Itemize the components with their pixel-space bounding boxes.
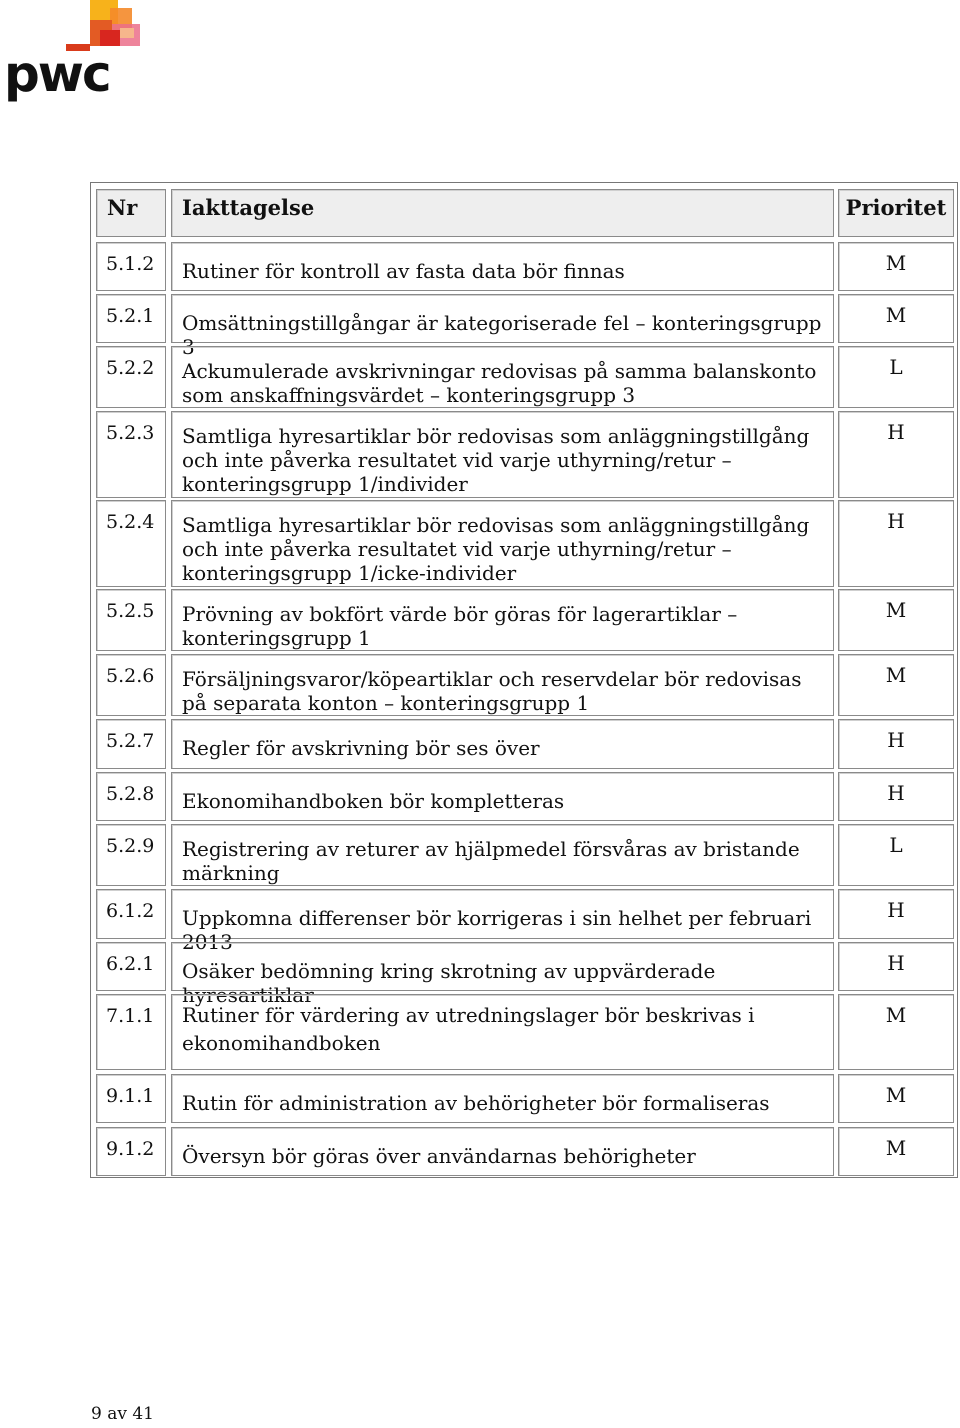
row-priority-cell — [838, 294, 954, 343]
row-priority: L — [889, 355, 903, 379]
row-nr: 5.2.3 — [106, 422, 155, 444]
header-observation-label: Iakttagelse — [182, 195, 315, 220]
row-priority-cell — [838, 411, 954, 498]
row-nr: 5.2.2 — [106, 357, 155, 379]
page-number: 9 av 41 — [91, 1404, 154, 1424]
row-nr-cell — [96, 589, 166, 651]
row-priority: M — [885, 251, 907, 275]
row-nr-cell — [96, 654, 166, 716]
row-observation: Regler för avskrivning bör ses över — [182, 736, 540, 760]
row-nr: 5.2.4 — [106, 511, 155, 533]
row-priority-cell — [838, 1074, 954, 1123]
row-observation-cell — [171, 411, 834, 498]
row-observation: Rutiner för värdering av utredningslager bör beskrivas i ekonomihandboken — [182, 1003, 755, 1055]
row-nr-cell — [96, 889, 166, 939]
row-observation: Samtliga hyresartiklar bör redovisas som anläggningstillgång och inte påverka resultatet vid varje uthyrning/retur – konteringsgrupp 1/icke-individer — [182, 513, 810, 585]
header-priority-label: Prioritet — [845, 195, 947, 220]
observations-table — [90, 182, 958, 1178]
row-nr-cell — [96, 994, 166, 1070]
pwc-logo-text: pwc — [4, 45, 110, 103]
row-nr: 5.2.9 — [106, 835, 155, 857]
row-observation: Uppkomna differenser bör korrigeras i sin helhet per februari 2013 — [182, 906, 812, 954]
row-priority: M — [885, 1083, 907, 1107]
row-priority-cell — [838, 589, 954, 651]
row-observation: Försäljningsvaror/köpeartiklar och reservdelar bör redovisas på separata konton – konteringsgrupp 1 — [182, 667, 802, 715]
row-nr-cell — [96, 942, 166, 991]
row-priority-cell — [838, 772, 954, 821]
row-nr: 6.1.2 — [106, 900, 155, 922]
header-nr-label: Nr — [107, 195, 138, 220]
row-priority: M — [885, 598, 907, 622]
row-nr-cell — [96, 294, 166, 343]
row-nr: 5.2.8 — [106, 783, 155, 805]
row-priority: M — [885, 303, 907, 327]
row-observation-cell — [171, 242, 834, 291]
row-observation: Registrering av returer av hjälpmedel försvåras av bristande märkning — [182, 837, 800, 885]
row-nr-cell — [96, 411, 166, 498]
row-nr-cell — [96, 824, 166, 886]
row-observation: Rutiner för kontroll av fasta data bör finnas — [182, 259, 625, 283]
row-priority-cell — [838, 942, 954, 991]
row-priority-cell — [838, 994, 954, 1070]
row-nr: 7.1.1 — [106, 1005, 155, 1027]
row-observation-cell — [171, 1127, 834, 1176]
header-priority — [838, 189, 954, 237]
row-nr: 5.2.6 — [106, 665, 155, 687]
row-priority: M — [885, 1003, 907, 1027]
row-priority: L — [889, 833, 903, 857]
row-observation: Rutin för administration av behörigheter bör formaliseras — [182, 1091, 770, 1115]
row-observation-cell — [171, 654, 834, 716]
row-observation-cell — [171, 772, 834, 821]
row-observation-cell — [171, 942, 834, 1007]
row-observation: Osäker bedömning kring skrotning av uppvärderade hyresartiklar — [182, 959, 716, 1007]
row-observation: Prövning av bokfört värde bör göras för lagerartiklar – konteringsgrupp 1 — [182, 602, 738, 650]
row-observation: Ackumulerade avskrivningar redovisas på samma balanskonto som anskaffningsvärdet – konteringsgrupp 3 — [182, 359, 817, 407]
row-nr-cell — [96, 500, 166, 587]
row-priority: H — [887, 509, 905, 533]
row-observation-cell — [171, 589, 834, 651]
row-observation: Översyn bör göras över användarnas behörigheter — [182, 1144, 696, 1168]
row-priority: M — [885, 1136, 907, 1160]
row-nr-cell — [96, 242, 166, 291]
row-nr: 5.2.1 — [106, 305, 155, 327]
row-nr: 5.2.5 — [106, 600, 155, 622]
row-observation: Samtliga hyresartiklar bör redovisas som anläggningstillgång och inte påverka resultatet vid varje uthyrning/retur – konteringsgrupp 1/individer — [182, 424, 810, 496]
row-priority-cell — [838, 889, 954, 939]
row-observation-cell — [171, 824, 834, 886]
pwc-logo — [0, 0, 160, 115]
row-priority-cell — [838, 1127, 954, 1176]
row-priority: M — [885, 663, 907, 687]
row-nr: 6.2.1 — [106, 953, 155, 975]
row-nr-cell — [96, 1127, 166, 1176]
row-priority-cell — [838, 654, 954, 716]
row-nr-cell — [96, 346, 166, 408]
row-priority: H — [887, 951, 905, 975]
row-observation-cell — [171, 889, 834, 954]
row-nr-cell — [96, 719, 166, 769]
header-observation — [171, 189, 834, 237]
row-observation-cell — [171, 294, 834, 359]
row-priority: H — [887, 420, 905, 444]
header-nr — [96, 189, 166, 237]
row-nr: 9.1.1 — [106, 1085, 155, 1107]
row-priority-cell — [838, 500, 954, 587]
row-observation-cell — [171, 500, 834, 587]
row-observation: Ekonomihandboken bör kompletteras — [182, 789, 565, 813]
row-priority: H — [887, 728, 905, 752]
row-nr-cell — [96, 772, 166, 821]
row-observation: Omsättningstillgångar är kategoriserade fel – konteringsgrupp 3 — [182, 311, 822, 359]
row-observation-cell — [171, 346, 834, 408]
row-priority-cell — [838, 824, 954, 886]
row-observation-cell — [171, 994, 834, 1070]
row-nr: 5.1.2 — [106, 253, 155, 275]
row-priority: H — [887, 781, 905, 805]
row-nr: 9.1.2 — [106, 1138, 155, 1160]
row-nr: 5.2.7 — [106, 730, 155, 752]
row-priority-cell — [838, 719, 954, 769]
row-observation-cell — [171, 719, 834, 769]
row-nr-cell — [96, 1074, 166, 1123]
row-priority: H — [887, 898, 905, 922]
row-observation-cell — [171, 1074, 834, 1123]
row-priority-cell — [838, 242, 954, 291]
row-priority-cell — [838, 346, 954, 408]
